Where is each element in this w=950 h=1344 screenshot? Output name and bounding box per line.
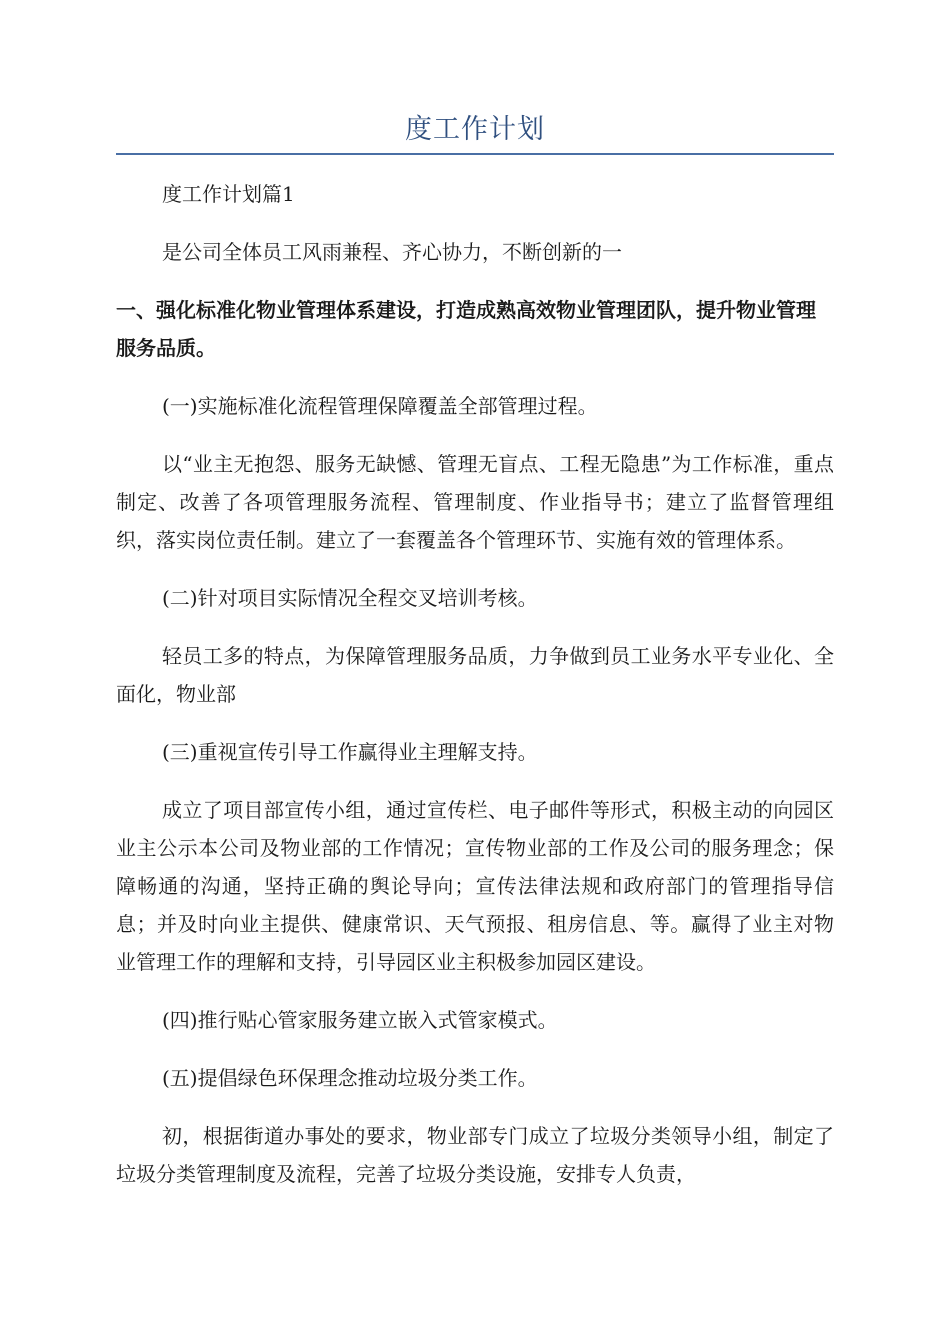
title-divider — [116, 153, 834, 155]
document-body — [116, 175, 834, 1193]
paragraph-garbage-sorting: 初，根据街道办事处的要求，物业部专门成立了垃圾分类领导小组，制定了垃圾分类管理制度及流程，完善了垃圾分类设施，安排专人负责， — [116, 1124, 834, 1186]
section-heading-1: 一、强化标准化物业管理体系建设，打造成熟高效物业管理团队，提升物业管理服务品质。 — [116, 298, 816, 360]
subsection-heading-1: (一)实施标准化流程管理保障覆盖全部管理过程。 — [162, 394, 598, 418]
subsection-heading-2: (二)针对项目实际情况全程交叉培训考核。 — [162, 586, 538, 610]
paragraph-intro: 是公司全体员工风雨兼程、齐心协力，不断创新的一 — [162, 240, 622, 264]
paragraph-training: 轻员工多的特点，为保障管理服务品质，力争做到员工业务水平专业化、全面化，物业部 — [116, 644, 834, 706]
subsection-heading-4: (四)推行贴心管家服务建立嵌入式管家模式。 — [162, 1008, 558, 1032]
paragraph-standards: 以“业主无抱怨、服务无缺憾、管理无盲点、工程无隐患”为工作标准，重点制定、改善了各项管理服务流程、管理制度、作业指导书；建立了监督管理组织，落实岗位责任制。建立了一套覆盖各个管理环节、实施有效的管理体系。 — [116, 452, 834, 552]
document-title: 度工作计划 — [405, 114, 545, 145]
paragraph-publicity: 成立了项目部宣传小组，通过宣传栏、电子邮件等形式，积极主动的向园区业主公示本公司及物业部的工作情况；宣传物业部的工作及公司的服务理念；保障畅通的沟通，坚持正确的舆论导向；宣传法律法规和政府部门的管理指导信息；并及时向业主提供、健康常识、天气预报、租房信息、等。赢得了业主对物业管理工作的理解和支持，引导园区业主积极参加园区建设。 — [116, 798, 834, 974]
subsection-heading-3: (三)重视宣传引导工作赢得业主理解支持。 — [162, 740, 538, 764]
subsection-heading-5: (五)提倡绿色环保理念推动垃圾分类工作。 — [162, 1066, 538, 1090]
paragraph-subtitle: 度工作计划篇1 — [162, 182, 295, 206]
